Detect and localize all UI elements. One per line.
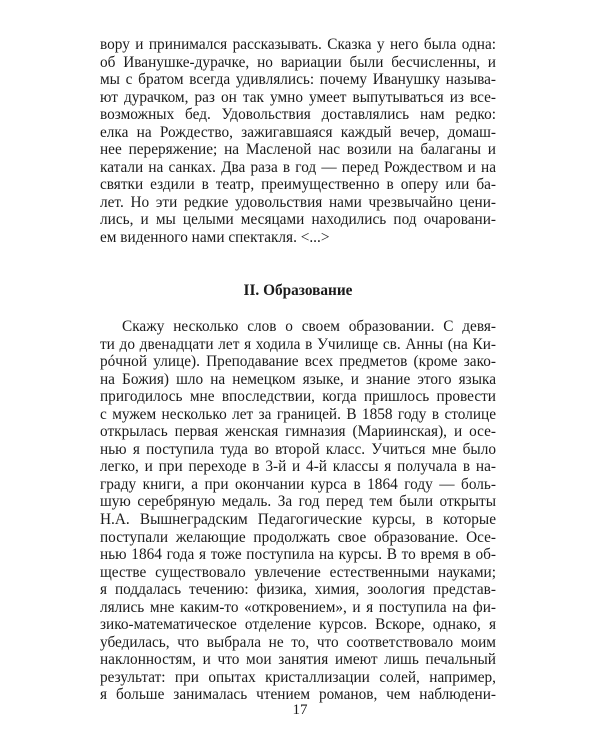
text-line: с мужем несколько лет за границей. В 1858 году в столице bbox=[100, 405, 496, 423]
text-line: лет. Но эти редкие удовольствия нами чрезвычайно цени- bbox=[100, 193, 496, 211]
text-line: рóчной улице). Преподавание всех предметов (кроме зако- bbox=[100, 353, 496, 371]
text-line: убедилась, что выбрала не то, что соответствовало моим bbox=[100, 633, 496, 651]
section-heading: II. Образование bbox=[243, 282, 353, 299]
text-line: катали на санках. Два раза в год — перед Рождеством и на bbox=[100, 158, 496, 176]
text-line: ти до двенадцати лет я ходила в Училище св. Анны (на Ки- bbox=[100, 335, 496, 353]
text-line: пригодилось мне впоследствии, когда пришлось провести bbox=[100, 388, 496, 406]
text-line: ем виденного нами спектакля. <...> bbox=[100, 229, 330, 247]
text-line: наклонностям, и что мои занятия имеют лишь печальный bbox=[100, 651, 496, 669]
text-line: лись, и мы целыми месяцами находились под очаровани- bbox=[100, 211, 496, 229]
paragraph-1 bbox=[100, 36, 496, 247]
page-number: 17 bbox=[292, 702, 308, 718]
text-line: возможных бед. Удовольствия доставлялись нам редко: bbox=[100, 106, 496, 124]
text-line: мы с братом всегда удивлялись: почему Иванушку называ- bbox=[100, 71, 496, 89]
text-line: шую серебряную медаль. За год перед тем были открыты bbox=[100, 493, 496, 511]
text-line: нее переряжение; на Масленой нас возили на балаганы и bbox=[100, 141, 496, 159]
text-line: легко, и при переходе в 3-й и 4-й классы я получала в на- bbox=[100, 458, 496, 476]
text-line: ют дурачком, раз он так умно умеет выпутываться из все- bbox=[100, 88, 496, 106]
text-line: результат: при опытах кристаллизации солей, например, bbox=[100, 668, 496, 686]
text-line: Н.А. Вышнеградским Педагогические курсы, в которые bbox=[100, 511, 496, 529]
text-line: зико-математическое отделение курсов. Вскоре, однако, я bbox=[100, 616, 496, 634]
text-line: святки ездили в театр, преимущественно в оперу или ба- bbox=[100, 176, 496, 194]
text-line: об Иванушке-дурачке, но вариации были бесчисленны, и bbox=[100, 53, 496, 71]
text-line: лялись мне каким-то «откровением», и я поступила на фи- bbox=[100, 598, 496, 616]
paragraph-2 bbox=[100, 318, 496, 704]
text-line: ществе существовало увлечение естественными науками; bbox=[100, 563, 496, 581]
text-line: Скажу несколько слов о своем образовании. С девя- bbox=[122, 318, 496, 335]
text-line: граду книги, а при окончании курса в 1864 году — боль- bbox=[100, 475, 496, 493]
text-line: на Божия) шло на немецком языке, и знание этого языка bbox=[100, 370, 496, 388]
text-line: елка на Рождество, зажигавшаяся каждый вечер, домаш- bbox=[100, 123, 496, 141]
text-line: поступали желающие продолжать свое образование. Осе- bbox=[100, 528, 496, 546]
text-line: вору и принимался рассказывать. Сказка у него была одна: bbox=[100, 36, 496, 53]
text-line: нью я поступила туда во второй класс. Учиться мне было bbox=[100, 440, 496, 458]
text-line: я поддалась течению: физика, химия, зоология представ- bbox=[100, 581, 496, 599]
text-line: я больше занималась чтением романов, чем наблюдени- bbox=[100, 686, 496, 704]
text-line: нью 1864 года я тоже поступила на курсы. В то время в об- bbox=[100, 546, 496, 564]
text-line: открылась первая женская гимназия (Мариинская), и осе- bbox=[100, 423, 496, 441]
